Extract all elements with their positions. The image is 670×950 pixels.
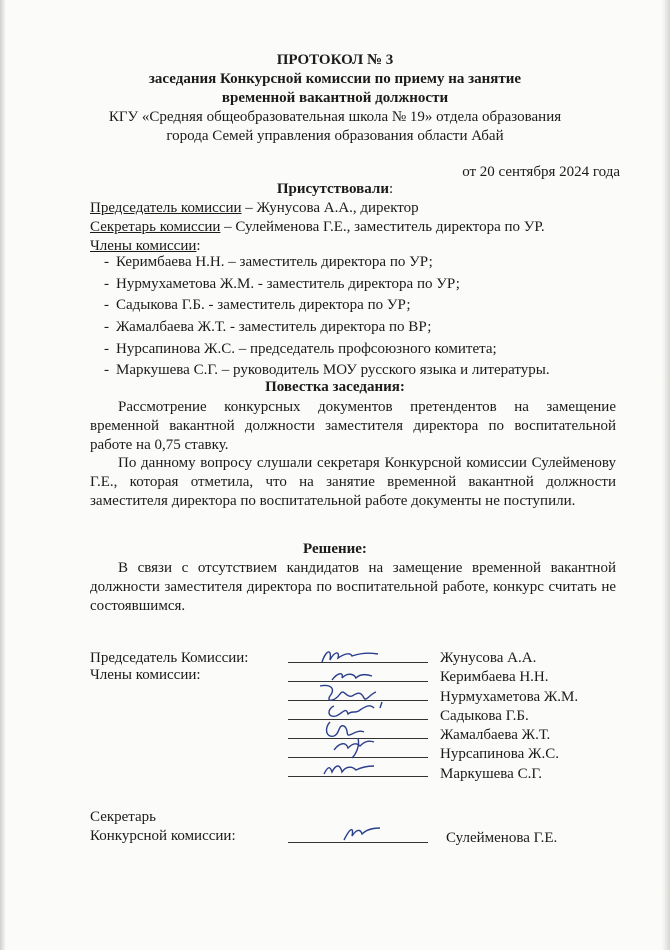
- secretary-signature-label: Секретарь: [90, 809, 157, 825]
- member-text: Нурсапинова Ж.С. – председатель профсоюзного комитета;: [116, 340, 497, 357]
- secretary-signature-label: Конкурсной комиссии:: [90, 828, 236, 844]
- member-text: Садыкова Г.Б. - заместитель директора по УР;: [116, 297, 411, 314]
- list-item: - Жамалбаева Ж.Т. - заместитель директора по ВР;: [104, 319, 432, 336]
- signature-members-label: Члены комиссии:: [90, 667, 201, 683]
- attendance-heading: [0, 180, 670, 199]
- list-item: - Нурсапинова Ж.С. – председатель профсоюзного комитета;: [104, 340, 497, 357]
- member-text: Керимбаева Н.Н. – заместитель директора по УР;: [116, 254, 433, 270]
- signatory-name: Жамалбаева Ж.Т.: [440, 727, 551, 744]
- member-text: Маркушева С.Г. – руководитель МОУ русского языка и литературы.: [116, 362, 550, 379]
- agenda-paragraph: Рассмотрение конкурсных документов претендентов на замещение временной вакантной должности заместителя директора по воспитательной работе на 0,75 ставку.: [90, 399, 616, 453]
- protocol-subtitle: временной вакантной должности: [221, 90, 449, 106]
- chair-label: Председатель комиссии: [90, 200, 242, 216]
- signatory-name: Жунусова А.А.: [440, 650, 537, 666]
- members-label: Члены комиссии: [90, 238, 197, 254]
- attendance-heading-text: Присутствовали: [276, 181, 389, 197]
- chair-value: – Жунусова А.А., директор: [241, 200, 419, 216]
- signature-chair-label: Председатель Комиссии:: [90, 650, 249, 666]
- agenda-paragraph: По данному вопросу слушали секретаря Конкурсной комиссии Сулейменову Г.Е., которая отметила, что на занятие временной вакантной должности заместителя директора по воспитательной работе документы не поступили.: [90, 455, 616, 509]
- signatory-names: [440, 649, 578, 784]
- secretary-label: Секретарь комиссии: [90, 219, 221, 235]
- member-text: Нурмухаметова Ж.М. - заместитель директора по УР;: [116, 275, 460, 292]
- organization-name: города Семей управления образования области Абай: [166, 128, 504, 144]
- chair-line: [90, 199, 419, 218]
- secretary-value: – Сулейменова Г.Е., заместитель директора по УР.: [220, 219, 545, 235]
- signatory-name: Садыкова Г.Б.: [440, 707, 529, 724]
- organization-name: КГУ «Средняя общеобразовательная школа № 19» отдела образования: [108, 109, 562, 125]
- signatory-name: Маркушева С.Г.: [440, 765, 543, 782]
- signatory-name: Нурсапинова Ж.С.: [440, 746, 559, 763]
- signatory-name: Нурмухаметова Ж.М.: [440, 688, 579, 705]
- decision-heading: Решение:: [303, 541, 367, 557]
- members-list: [90, 253, 630, 383]
- list-item: - Маркушева С.Г. – руководитель МОУ русского языка и литературы.: [104, 362, 550, 379]
- member-text: Жамалбаева Ж.Т. - заместитель директора по ВР;: [116, 319, 432, 336]
- members-colon: :: [196, 238, 201, 254]
- handwritten-signature: [300, 818, 430, 844]
- list-item: - Керимбаева Н.Н. – заместитель директора по УР;: [104, 254, 433, 270]
- signatory-name: Керимбаева Н.Н.: [440, 669, 549, 686]
- attendance-heading-colon: :: [388, 181, 394, 197]
- list-item: - Нурмухаметова Ж.М. - заместитель директора по УР;: [104, 275, 460, 292]
- handwritten-signature: [300, 752, 430, 778]
- protocol-date: от 20 сентября 2024 года: [462, 164, 620, 180]
- secretary-line: [90, 218, 545, 237]
- protocol-subtitle: заседания Конкурсной комиссии по приему на занятие: [148, 71, 522, 87]
- list-item: - Садыкова Г.Б. - заместитель директора по УР;: [104, 297, 411, 314]
- agenda-heading: Повестка заседания:: [265, 379, 405, 395]
- decision-paragraph: В связи с отсутствием кандидатов на замещение временной вакантной должности заместителя директора по воспитательной работе, конкурс считать не состоявшимся.: [90, 560, 616, 614]
- secretary-name: Сулейменова Г.Е.: [446, 830, 558, 846]
- protocol-title: ПРОТОКОЛ № 3: [276, 52, 394, 68]
